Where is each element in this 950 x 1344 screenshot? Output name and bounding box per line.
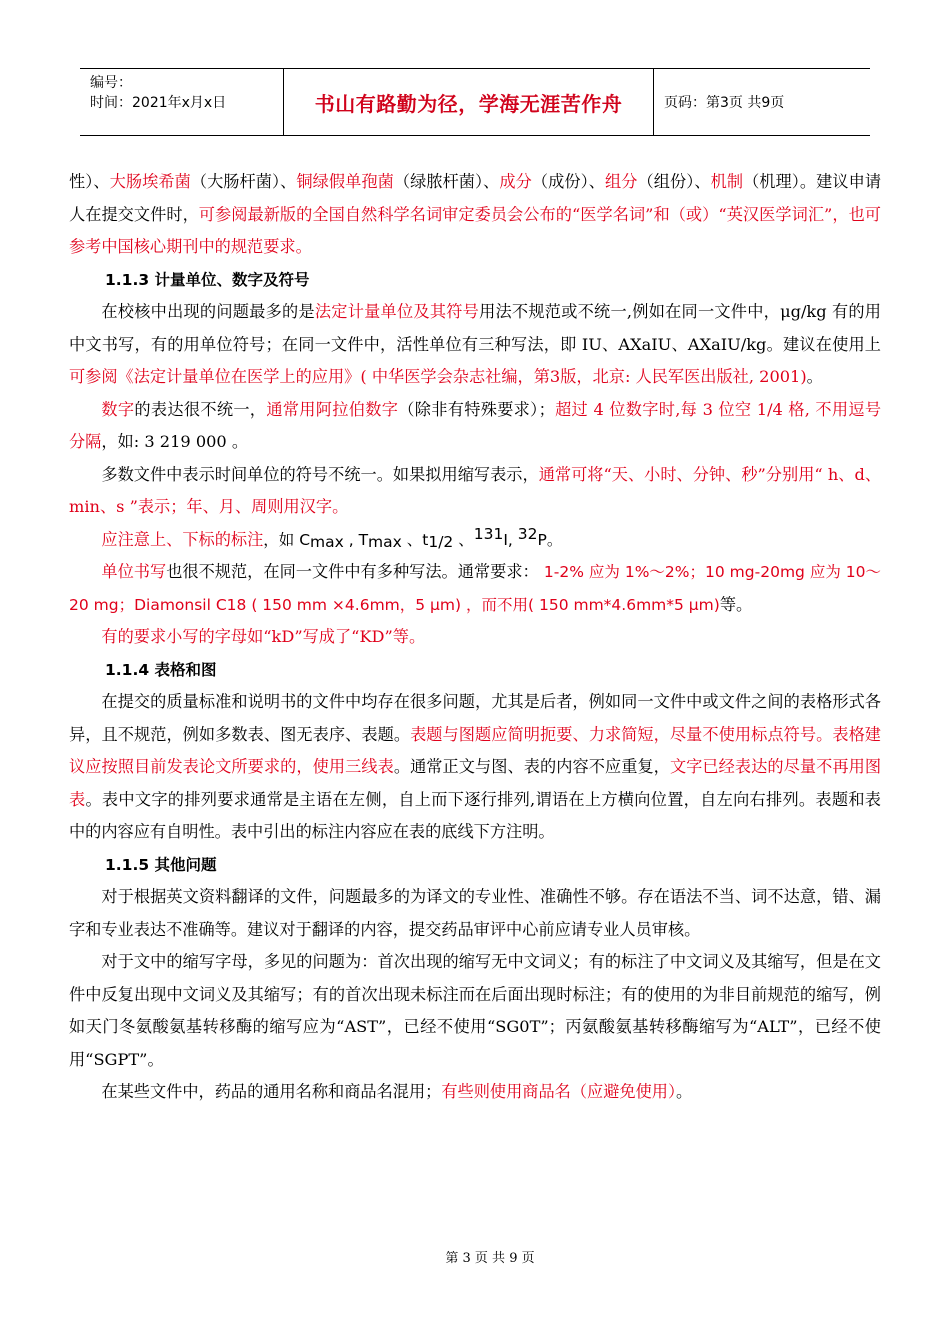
text-span: 在提交的质量标准和说明书的文件中均存在很多问题，尤其是后者，例如同一文件中或文件之间的表格形式各异，且不规范，例如多数表、图无表序、表题。 <box>69 692 881 744</box>
highlight-span: 组分 <box>605 172 638 191</box>
superscript: 32 <box>517 524 538 543</box>
text-span: P。 <box>537 530 563 549</box>
text-span: 等。 <box>719 594 753 614</box>
text-span: 。通常正文与图、表的内容不应重复， <box>393 757 670 776</box>
highlight-span: 可参阅《法定计量单位在医学上的应用》( 中华医学会杂志社编，第3版，北京: 人民军医出版社, 2001) <box>69 367 807 386</box>
highlight-span: 文字已经表达的尽量不再用图表 <box>69 757 882 809</box>
text-span: 用法不规范或不统一,例如在同一文件中，μg/kg 有的用中文书写，有的用单位符号；在同一文件中，活性单位有三种写法，即 IU、AXaIU、AXaIU/kg。建议在使用上 <box>69 302 881 354</box>
section-heading-1-1-4: 1.1.4 表格和图 <box>105 660 217 679</box>
text-span: 。 <box>806 367 823 386</box>
highlight-span: 铜绿假单孢菌 <box>296 172 394 191</box>
highlight-span: 表题与图题应简明扼要、力求简短，尽量不使用标点符号。表格建议应按照目前发表论文所要求的，使用三线表 <box>69 724 881 776</box>
highlight-span: 数字 <box>101 399 135 419</box>
text-span: ，如: 3 219 000 。 <box>101 432 249 451</box>
header-motto: 书山有路勤为径，学海无涯苦作舟 <box>284 69 654 135</box>
highlight-span: 有的要求小写的字母如“kD”写成了“KD”等。 <box>101 627 426 646</box>
highlight-span: 通常用阿拉伯数字 <box>266 399 399 419</box>
header-page-number: 页码：第3页 共9页 <box>664 95 785 111</box>
paragraph-abbreviations: 对于文中的缩写字母，多见的问题为：首次出现的缩写无中文词义；有的标注了中文词义及其缩写，但是在文件中反复出现中文词义及其缩写；有的首次出现未标注而在后面出现时标注；有的使用的为非目前规范的缩写，例如天门冬氨酸氨基转移酶的缩写应为“AST”，已经不使用“SG0T”；丙氨酸氨基转移酶缩写为“ALT”，已经不使用“SGPT”。 <box>69 952 881 1069</box>
text-span: 性）、 <box>69 172 110 191</box>
text-span: （成份）、 <box>531 172 605 191</box>
highlight-span: 单位书写 <box>101 562 167 581</box>
document-number-label: 编号： <box>90 75 132 91</box>
paragraph-subscripts <box>69 524 881 557</box>
text-span: 、t <box>401 530 429 549</box>
text-span: 的表达很不统一， <box>134 399 267 419</box>
highlight-span: 法定计量单位及其符号 <box>314 302 480 321</box>
paragraph-translation: 对于根据英文资料翻译的文件，问题最多的为译文的专业性、准确性不够。存在语法不当、词不达意，错、漏字和专业表达不准确等。建议对于翻译的内容，提交药品审评中心前应请专业人员审核。 <box>69 887 881 939</box>
paragraph-time-units <box>69 459 881 524</box>
text-span: （组份）、 <box>637 172 711 191</box>
paragraph-unit-writing <box>69 556 881 621</box>
text-span: I, <box>503 530 518 549</box>
subscript: 1/2 <box>428 532 454 551</box>
highlight-span: 大肠埃希菌 <box>109 172 191 191</box>
highlight-span: 应注意上、下标的标注 <box>101 529 264 549</box>
text-span: （除非有特殊要求）； <box>398 399 555 419</box>
text-span: 在校核中出现的问题最多的是 <box>101 302 315 321</box>
document-body <box>69 166 881 1109</box>
superscript: 131 <box>473 524 504 543</box>
highlight-span: 超过 4 位数字时,每 3 位空 1/4 格, 不用逗号分隔 <box>69 399 882 451</box>
paragraph-units <box>69 296 881 394</box>
highlight-span: 1-2% 应为 1%～2%；10 mg-20mg 应为 10～20 mg；Diamonsil C18 ( 150 mm ×4.6mm，5 μm) ，而不用( 150 mm*4.6mm*5 μm) <box>69 563 882 614</box>
paragraph-drug-names <box>69 1076 881 1109</box>
paragraph-tables-figures <box>69 686 881 849</box>
page-footer: 第 3 页 共 9 页 <box>445 1251 535 1266</box>
section-heading-1-1-5: 1.1.5 其他问题 <box>105 855 217 874</box>
text-span: 多数文件中表示时间单位的符号不统一。如果拟用缩写表示， <box>101 464 539 484</box>
subscript: max <box>368 532 402 551</box>
text-span: ，如 C <box>263 530 311 549</box>
page-header <box>80 68 870 136</box>
text-span: 。 <box>676 1082 693 1101</box>
document-date-label: 时间：2021年x月x日 <box>90 95 227 111</box>
subscript: max <box>310 532 344 551</box>
header-meta <box>80 69 284 135</box>
text-span: （绿脓杆菌）、 <box>393 172 500 191</box>
highlight-span: 有些则使用商品名（应避免使用） <box>441 1082 677 1101</box>
text-span: （机理）。建议申请人在提交文件时， <box>69 172 882 224</box>
text-span: 。表中文字的排列要求通常是主语在左侧，自上而下逐行排列,谓语在上方横向位置，自左向右排列。表题和表中的内容应有自明性。表中引出的标注内容应在表的底线下方注明。 <box>69 789 881 841</box>
text-span: 、 <box>453 530 474 549</box>
text-span: 也很不规范，在同一文件中有多种写法。通常要求： <box>166 562 544 581</box>
section-heading-1-1-3: 1.1.3 计量单位、数字及符号 <box>105 270 310 289</box>
highlight-span: 机制 <box>710 172 744 191</box>
paragraph-numbers <box>69 394 881 459</box>
text-span: , T <box>343 530 369 549</box>
text-span: （大肠杆菌）、 <box>190 172 297 191</box>
paragraph-case <box>69 621 881 654</box>
highlight-span: 通常可将“天、小时、分钟、秒”分别用“ h、d、min、s ”表示；年、月、周则用汉字。 <box>69 464 882 516</box>
text-span: 在某些文件中，药品的通用名称和商品名混用； <box>101 1082 442 1101</box>
paragraph-terminology <box>69 166 881 264</box>
highlight-span: 成分 <box>499 172 532 191</box>
highlight-span: 可参阅最新版的全国自然科学名词审定委员会公布的“医学名词”和（或）“英汉医学词汇”，也可参考中国核心期刊中的规范要求。 <box>69 204 881 256</box>
